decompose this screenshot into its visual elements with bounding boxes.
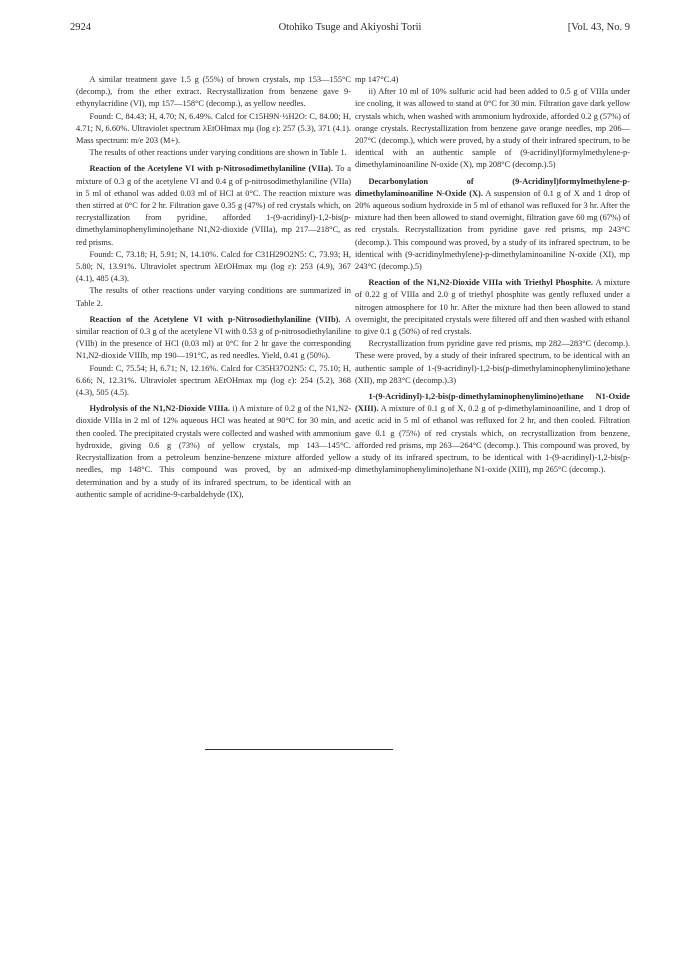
section-paragraph [355,176,630,274]
body-paragraph: mp 147°C.4) [355,75,399,84]
section-text: To a mixture of 0.3 g of the acetylene VI and 0.4 g of p-nitrosodimethylaniline (VIIa) in 5 ml of ethanol was added 0.03 ml of HCl at 0°C. The reaction mixture was then stirred at 0°C for 2 hr. Filtration gave 0.35 g (47%) of red crystals which, on recrystallization from pyridine, afforded 1-(9-acridinyl)-1,2-bis(p-dimethylaminophenylimino)ethane N1,N2-dioxide (VIIIa), mp 217—218°C, as red prisms. [76,164,351,247]
body-paragraph: Found: C, 84.43; H, 4.70; N, 6.49%. Calcd for C15H9N·½H2O: C, 84.00; H, 4.71; N, 6.60%. Ultraviolet spectrum λEtOHmax mμ (log ε): 257 (5.3), 371 (4.1). Mass spectrum: m/e 203 (M+). [76,111,351,146]
section-text: A mixture of 0.1 g of X, 0.2 g of p-dimethylaminoaniline, and 1 drop of acetic acid in 5 ml of ethanol was refluxed for 2 hr, and then cooled. Filtration gave 0.1 g (75%) of red crystals which, on recrystallization from benzene, afforded red prisms, mp 263—264°C (decomp.). This compound was proved, by a study of its infrared spectrum, to be identical with 1-(9-acridinyl)-1,2-bis(p-dimethylaminophenylimino)ethane N1-oxide (XIII), mp 265°C (decomp.). [355,404,630,475]
section-text: A similar reaction of 0.3 g of the acetylene VI with 0.53 g of p-nitrosodiethylaniline (VIIb) in the presence of HCl (0.03 ml) at 0°C for 2 hr gave the corresponding N1,N2-dioxide VIIIb, mp 190—191°C, as red needles. Yield, 0.41 g (50%). [76,314,351,361]
section-paragraph [355,391,630,476]
body-paragraph: Found: C, 73.18; H, 5.91; N, 14.10%. Calcd for C31H29O2N5: C, 73.93; H, 5.80; N, 13.91%. Ultraviolet spectrum λEtOHmax mμ (log ε): 253 (4.9), 367 (4.1), 485 (4.3). [76,249,351,284]
running-header [70,22,630,36]
page-number: 2924 [70,22,91,33]
section-heading: Decarbonylation of (9-Acridinyl)formylmethylene-p-dimethylaminoaniline N-Oxide (X). [355,176,630,198]
end-rule [205,749,393,750]
body-paragraph: Recrystallization from pyridine gave red prisms, mp 282—283°C (decomp.). These were proved, by a study of their infrared spectrum, to be identical with an authentic sample of 1-(9-acridinyl)-1,2-bis(p-dimethylaminophenylimino)ethane (XII), mp 283°C (decomp.).3) [355,339,630,385]
section-paragraph [76,314,351,363]
body-paragraph: The results of other reactions under varying conditions are shown in Table 1. [89,148,347,158]
section-paragraph [355,277,630,338]
section-text: A mixture of 0.22 g of VIIIa and 2.0 g of triethyl phosphite was gently refluxed under a nitrogen atmosphere for 10 hr. After the mixture had then been allowed to stand overnight, the precipitated crystals were filtered off and then washed with ethanol to give 0.1 g (50%) of red crystals. [355,278,630,337]
body-paragraph: Found: C, 75.54; H, 6.71; N, 12.16%. Calcd for C35H37O2N5: C, 75.10; H, 6.66; N, 12.31%. Ultraviolet spectrum λEtOHmax mμ (log ε): 254 (5.2), 368 (4.3), 505 (4.5). [76,363,351,398]
section-heading: 1-(9-Acridinyl)-1,2-bis(p-dimethylaminophenylimino)ethane N1-Oxide (XIII). [355,392,630,414]
section-text: i) A mixture of 0.2 g of the N1,N2-dioxide VIIIa in 2 ml of 12% aqueous HCl was heated at 90°C for 30 min, and then cooled. The precipitated crystals were collected and washed with ammonium hydroxide, giving 0.6 g (73%) of yellow crystals, mp 143—145°C. Recrystallization from a petroleum benzine-benzene mixture afforded yellow needles, mp 148°C. This compound was proved, by an admixed-mp determination and by a study of its infrared spectrum, to be identical with an authentic sample of acridine-9-carbaldehyde (IX), [76,404,351,499]
body-paragraph: A similar treatment gave 1.5 g (55%) of brown crystals, mp 153—155°C (decomp.), from the ether extract. Recrystallization from benzene gave 9-ethynylacridine (VI), mp 157—158°C (decomp.), as yellow needles. [76,75,351,109]
section-heading: Hydrolysis of the N1,N2-Dioxide VIIIa. [89,404,230,414]
volume-issue: [Vol. 43, No. 9 [567,22,630,33]
running-authors: Otohiko Tsuge and Akiyoshi Torii [278,22,422,33]
section-heading: Reaction of the Acetylene VI with p-Nitrosodiethylaniline (VIIb). [89,314,341,324]
section-text: A suspension of 0.1 g of X and 1 drop of 20% aqueous sodium hydroxide in 5 ml of ethanol was refluxed for 3 hr. After the mixture had then been allowed to stand overnight, filtration gave 60 mg (67%) of red crystals. Recrystallization from pyridine gave red prisms, mp 243°C (decomp.). This compound was proved, by a study of its infrared spectrum, to be identical with (9-acridinylmethylene)-p-dimethylaminoaniline N-oxide (XI), mp 243°C (decomp.).5) [355,188,630,272]
body-paragraph: The results of other reactions under varying conditions are summarized in Table 2. [76,286,351,308]
right-column [355,74,630,477]
section-paragraph [76,403,351,501]
left-column [76,74,351,501]
section-heading: Reaction of the N1,N2-Dioxide VIIIa with Triethyl Phosphite. [368,278,594,288]
body-paragraph: ii) After 10 ml of 10% sulfuric acid had been added to 0.5 g of VIIIa under ice cooling, it was allowed to stand at 0°C for 30 min. Filtration gave dark yellow crystals which, when washed with ammonium hydroxide, afforded 0.2 g (57%) of orange crystals. Recrystallization from benzene gave orange needles, mp 206—207°C (decomp.), which were proved, by a study of their infrared spectrum, to be identical with an authentic sample of (9-acridinyl)formylmethylene-p-dimethylaminoaniline N-oxide (X), mp 208°C (decomp.).5) [355,87,630,170]
section-paragraph [76,163,351,248]
section-heading: Reaction of the Acetylene VI with p-Nitrosodimethylaniline (VIIa). [89,164,333,174]
